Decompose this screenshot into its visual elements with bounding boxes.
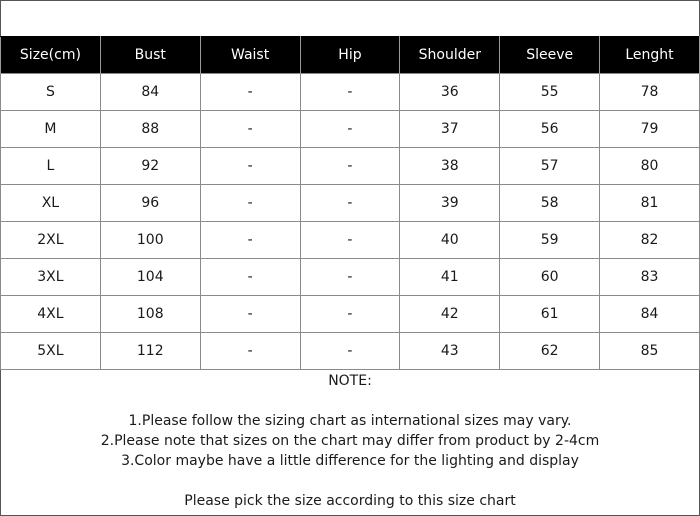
cell-hip: - [300,185,400,222]
note-line-3: 3.Color maybe have a little difference for the lighting and display [121,453,579,469]
cell-size: 5XL [1,333,101,370]
header-length: Lenght [600,37,700,74]
cell-length: 84 [600,296,700,333]
cell-size: S [1,74,101,111]
cell-sleeve: 58 [500,185,600,222]
cell-bust: 84 [100,74,200,111]
cell-bust: 100 [100,222,200,259]
cell-shoulder: 43 [400,333,500,370]
cell-hip: - [300,148,400,185]
note-spacer [1,391,699,411]
cell-waist: - [200,185,300,222]
cell-hip: - [300,333,400,370]
cell-bust: 92 [100,148,200,185]
cell-length: 85 [600,333,700,370]
cell-length: 81 [600,185,700,222]
table-row [1,185,700,222]
note-line-1: 1.Please follow the sizing chart as international sizes may vary. [128,413,572,429]
note-footer: Please pick the size according to this size chart [184,493,516,509]
cell-length: 78 [600,74,700,111]
cell-hip: - [300,296,400,333]
cell-hip: - [300,222,400,259]
table-body [1,74,700,370]
cell-length: 83 [600,259,700,296]
cell-shoulder: 37 [400,111,500,148]
header-size: Size(cm) [1,37,101,74]
cell-waist: - [200,148,300,185]
header-hip: Hip [300,37,400,74]
cell-bust: 112 [100,333,200,370]
cell-sleeve: 62 [500,333,600,370]
cell-bust: 108 [100,296,200,333]
table-row [1,148,700,185]
cell-size: M [1,111,101,148]
cell-hip: - [300,259,400,296]
cell-sleeve: 55 [500,74,600,111]
cell-size: 2XL [1,222,101,259]
cell-shoulder: 39 [400,185,500,222]
header-shoulder: Shoulder [400,37,500,74]
table-row [1,296,700,333]
cell-size: XL [1,185,101,222]
cell-waist: - [200,222,300,259]
table-row [1,222,700,259]
top-margin [1,1,699,36]
notes-section [1,371,699,511]
cell-length: 82 [600,222,700,259]
cell-hip: - [300,111,400,148]
cell-hip: - [300,74,400,111]
note-spacer [1,471,699,491]
cell-length: 80 [600,148,700,185]
table-row [1,259,700,296]
cell-size: 4XL [1,296,101,333]
cell-length: 79 [600,111,700,148]
table-header-row [1,37,700,74]
cell-waist: - [200,111,300,148]
table-row [1,74,700,111]
cell-waist: - [200,296,300,333]
cell-size: 3XL [1,259,101,296]
cell-bust: 104 [100,259,200,296]
cell-waist: - [200,259,300,296]
cell-sleeve: 59 [500,222,600,259]
size-table [0,36,700,370]
header-sleeve: Sleeve [500,37,600,74]
cell-sleeve: 60 [500,259,600,296]
cell-sleeve: 56 [500,111,600,148]
cell-shoulder: 42 [400,296,500,333]
cell-shoulder: 38 [400,148,500,185]
cell-sleeve: 57 [500,148,600,185]
header-waist: Waist [200,37,300,74]
cell-sleeve: 61 [500,296,600,333]
cell-waist: - [200,74,300,111]
cell-shoulder: 40 [400,222,500,259]
table-row [1,111,700,148]
cell-bust: 96 [100,185,200,222]
cell-size: L [1,148,101,185]
table-row [1,333,700,370]
cell-waist: - [200,333,300,370]
cell-bust: 88 [100,111,200,148]
cell-shoulder: 41 [400,259,500,296]
note-line-2: 2.Please note that sizes on the chart may differ from product by 2-4cm [100,433,600,449]
header-bust: Bust [100,37,200,74]
note-heading: NOTE: [328,373,372,389]
cell-shoulder: 36 [400,74,500,111]
